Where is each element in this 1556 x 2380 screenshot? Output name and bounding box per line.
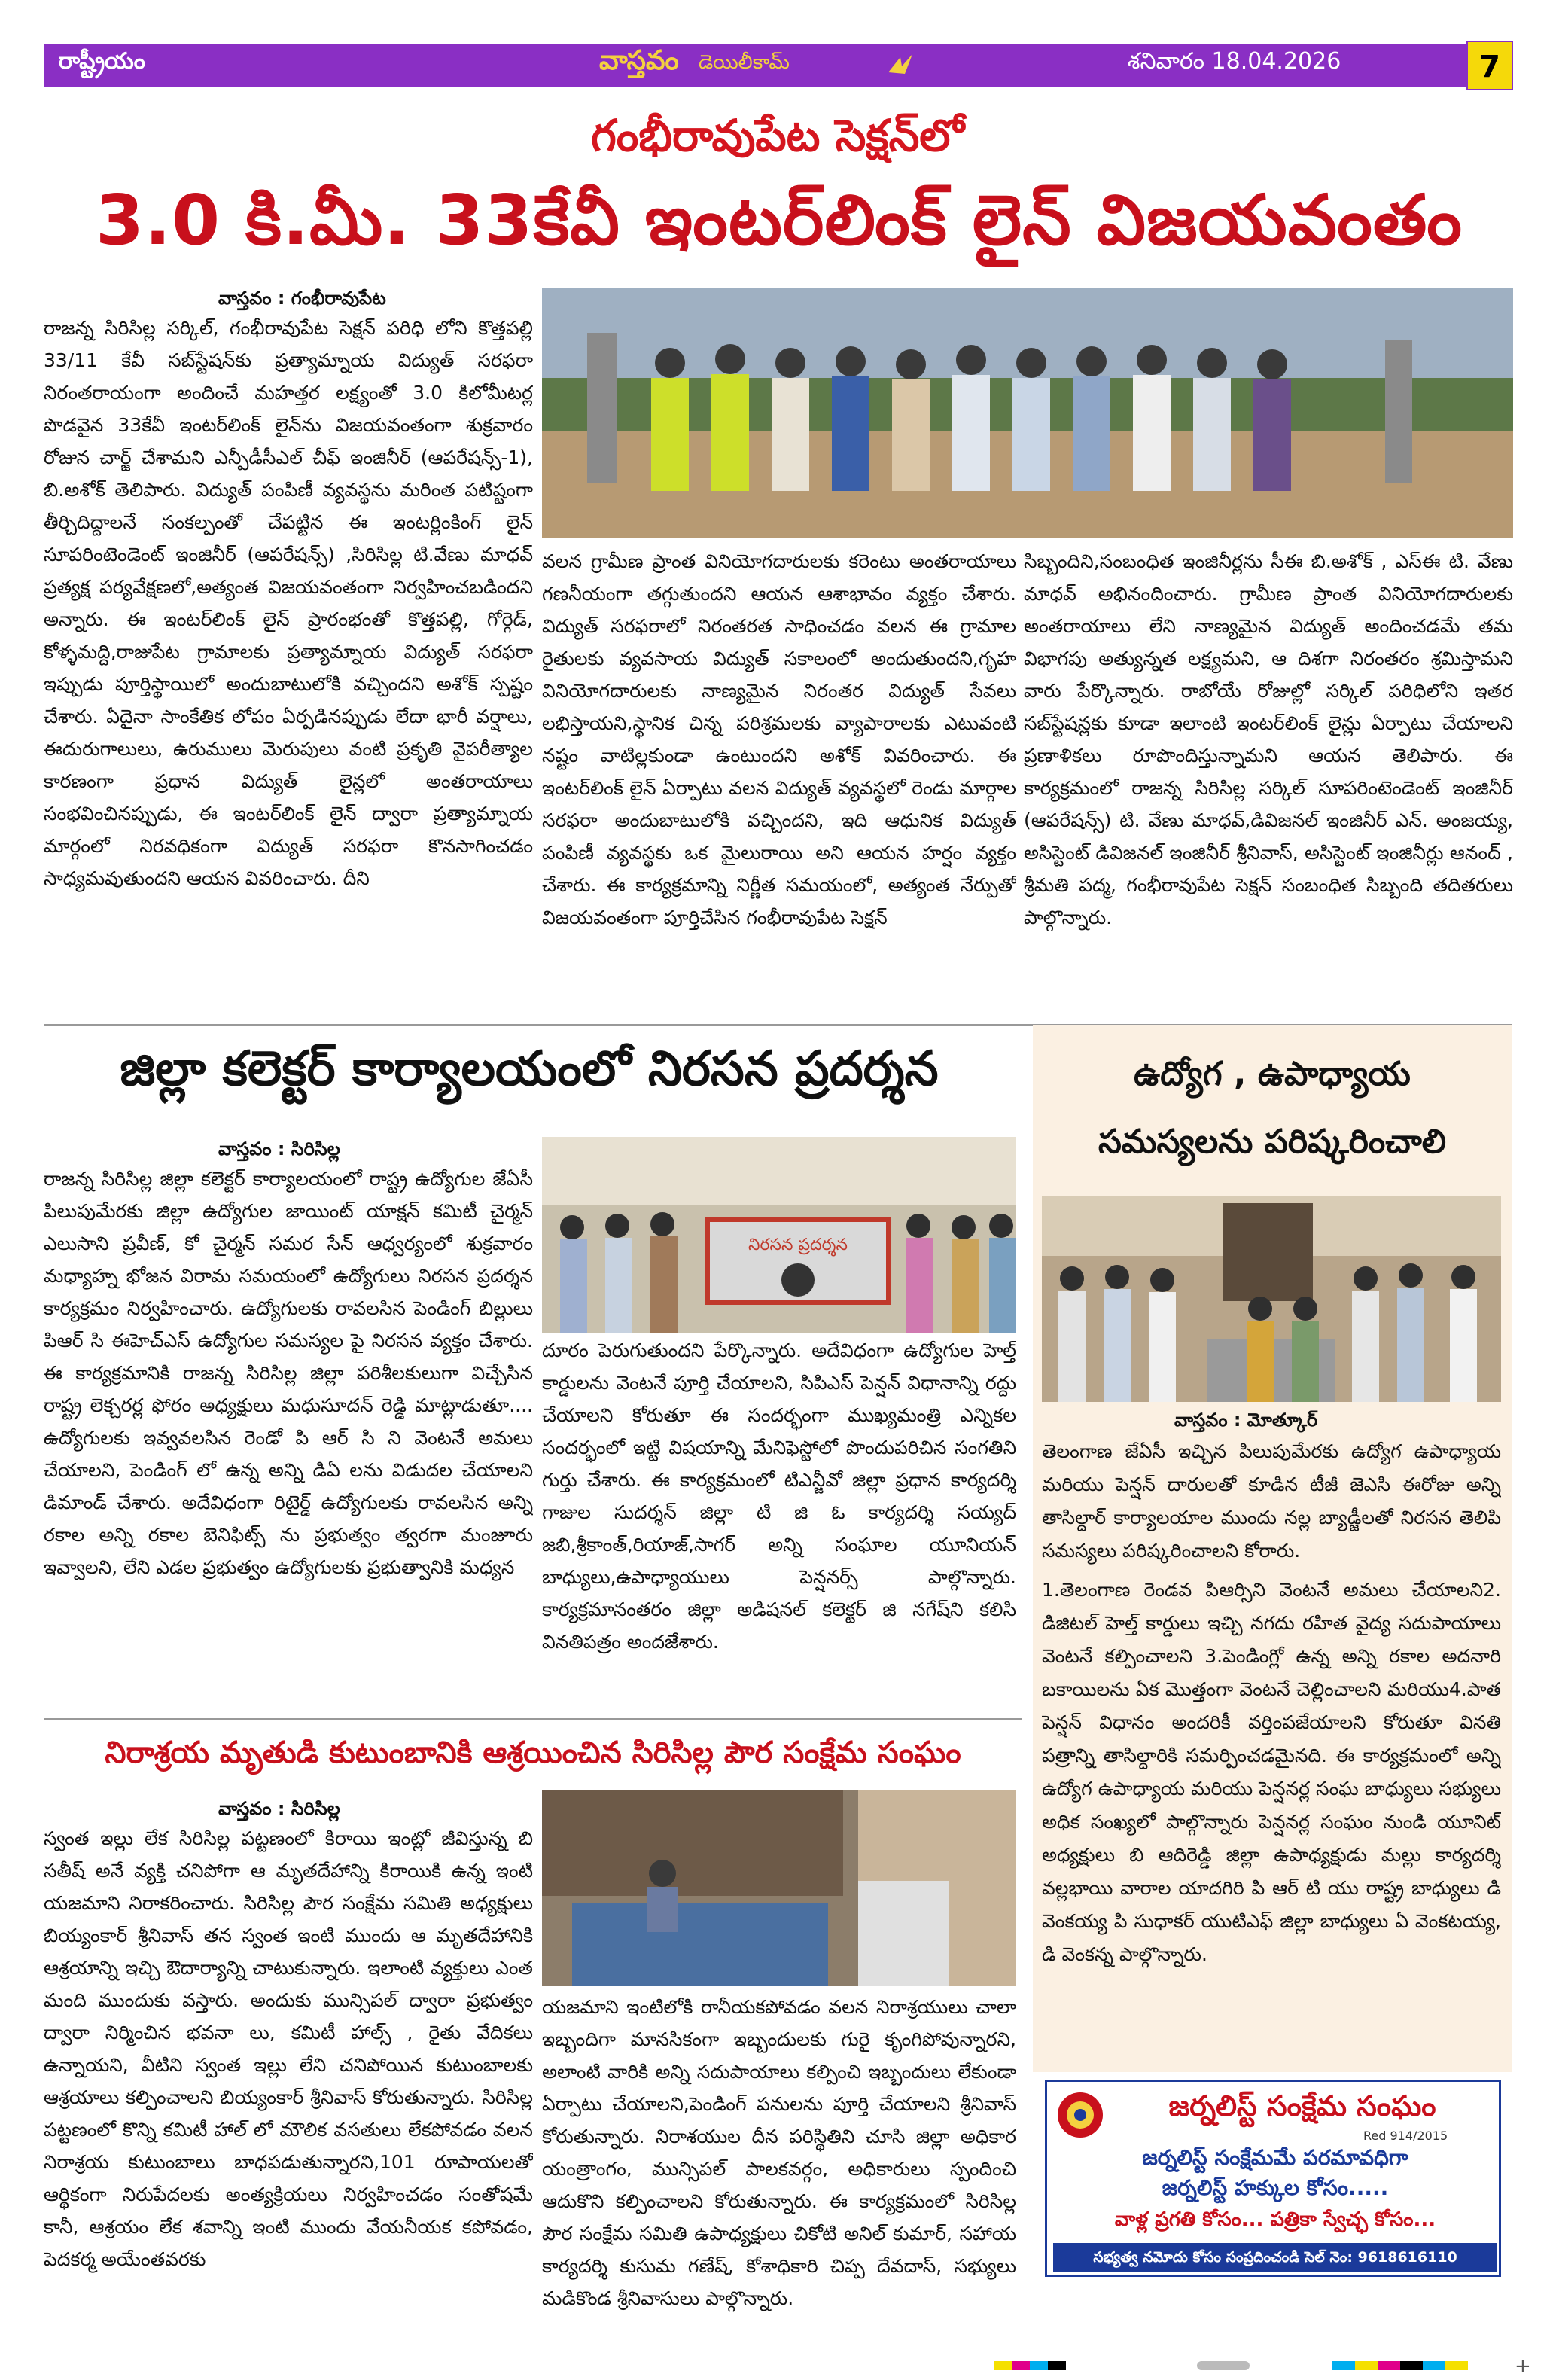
story1-photo (542, 288, 1513, 538)
story1-kicker: గంభీరావుపేట సెక్షన్‌లో (591, 110, 964, 161)
journalist-union-ad (1045, 2080, 1501, 2277)
story1-column-1: రాజన్న సిరిసిల్ల సర్కిల్, గంభీరావుపేట సెక్షన్ పరిధి లోని కొత్తపల్లి 33/11 కేవీ సబ్‌స్టేషన్‌కు ప్రత్యామ్నాయ విద్యుత్ సరఫరా నిరంతరాయంగా అందించే మహత్తర లక్ష్యంతో 3.0 కిలోమీటర్ల పొడవైన 33కేవీ ఇంటర్‌లింక్ లైన్‌ను విజయవంతంగా శుక్రవారం రోజున చార్జ్ చేశామని ఎన్పీడీసీఎల్ చీఫ్ ఇంజినీర్ (ఆపరేషన్స్-1), బి.అశోక్ తెలిపారు. విద్యుత్ పంపిణీ వ్యవస్థను మరింత పటిష్టంగా తీర్చిదిద్దాలనే సంకల్పంతో చేపట్టిన ఈ ఇంటర్లింకింగ్ లైన్ సూపరింటెండెంట్ ఇంజినీర్ (ఆపరేషన్స్) ,సిరిసిల్ల టి.వేణు మాధవ్ ప్రత్యక్ష పర్యవేక్షణలో,అత్యంత విజయవంతంగా నిర్వహించబడిందని అన్నారు. ఈ ఇంటర్‌లింక్ లైన్ ప్రారంభంతో కొత్తపల్లి, గోర్గెడ్, కోళ్ళమద్ది,రాజుపేట గ్రామాలకు ప్రత్యామ్నాయ విద్యుత్ సరఫరా ఇప్పుడు పూర్తిస్థాయిలో అందుబాటులోకి వచ్చిందని అశోక్ స్పష్టం చేశారు. ఏదైనా సాంకేతిక లోపం ఏర్పడినప్పుడు లేదా భారీ వర్షాలు, ఈదురుగాలులు, ఉరుములు మెరుపులు వంటి ప్రకృతి వైపరీత్యాల కారణంగా ప్రధాన విద్యుత్ లైన్లలో అంతరాయాలు సంభవించినప్పుడు, ఈ ఇంటర్‌లింక్ లైన్ ద్వారా ప్రత్యామ్నాయ మార్గంలో నిరవధికంగా విద్యుత్ సరఫరా కొనసాగించడం సాధ్యమవుతుందని ఆయన వివరించారు. దీని (44, 317, 533, 889)
story4-headline: నిరాశ్రయ మృతుడి కుటుంబానికి ఆశ్రయించిన సిరిసిల్ల పౌర సంక్షేమ సంఘం (105, 1735, 961, 1770)
ad-contact: సభ్యత్వ నమోదు కోసం సంప్రదించండి సెల్ నెం: 9618616110 (1053, 2243, 1497, 2272)
story3-dateline: వాస్తవం : మోత్కూర్ (1174, 1409, 1318, 1431)
crosshair-icon: + (1515, 2355, 1531, 2378)
story1-dateline: వాస్తవం : గంభీరావుపేట (218, 288, 386, 309)
ad-line-3: వాళ్ల ప్రగతి కోసం... పత్రికా స్వేచ్ఛ కోసం... (1114, 2208, 1436, 2231)
newspaper-name: వాస్తవం (599, 45, 679, 76)
story3-title-line1: ఉద్యోగ , ఉపాధ్యాయ (1134, 1055, 1411, 1093)
issue-date: శనివారం 18.04.2026 (1128, 48, 1341, 75)
story1-column-3: సిబ్బందిని,సంబంధిత ఇంజినీర్లను సీఈ బి.అశోక్ , ఎస్ఈ టి. వేణు మాధవ్ అభినందించారు. గ్రామీణ ప్రాంత వినియోగదారులకు అంతరాయాలు లేని నాణ్యమైన విద్యుత్ అందించడమే తమ విభాగపు అత్యున్నత లక్ష్యమని, ఆ దిశగా నిరంతరం శ్రమిస్తామని వారు పేర్కొన్నారు. రాబోయే రోజుల్లో సర్కిల్ పరిధిలోని ఇతర సబ్‌స్టేషన్లకు కూడా ఇలాంటి ఇంటర్‌లింక్ లైన్లు ఏర్పాటు చేయాలని ప్రణాళికలు రూపొందిస్తున్నామని ఆయన తెలిపారు. ఈ కార్యక్రమంలో రాజన్న సిరిసిల్ల సర్కిల్ సూపరింటెండెంట్ ఇంజినీర్ (ఆపరేషన్స్) టి. వేణు మాధవ్,డివిజనల్ ఇంజినీర్ ఎన్. అంజయ్య, అసిస్టెంట్ డివిజనల్ ఇంజినీర్ శ్రీనివాస్, అసిస్టెంట్ ఇంజినీర్లు ఆనంద్ , శ్రీమతి పద్మ, గంభీరావుపేట సెక్షన్ సంబంధిత సిబ్బంది తదితరులు పాల్గొన్నారు. (1024, 550, 1513, 928)
story2-column-1: రాజన్న సిరిసిల్ల జిల్లా కలెక్టర్ కార్యాలయంలో రాష్ట్ర ఉద్యోగుల జేఏసీ పిలుపుమేరకు జిల్లా ఉద్యోగుల జాయింట్ యాక్షన్ కమిటీ చైర్మన్ ఎలుసాని ప్రవీణ్, కో చైర్మన్ సమర సేన్ ఆధ్వర్యంలో శుక్రవారం మధ్యాహ్న భోజన విరామ సమయంలో ఉద్యోగులు నిరసన ప్రదర్శన కార్యక్రమం నిర్వహించారు. ఉద్యోగులకు రావలసిన పెండింగ్ బిల్లులు పిఆర్ సి ఈహెచ్ఎస్ ఉద్యోగుల సమస్యల పై నిరసన వ్యక్తం చేశారు. ఈ కార్యక్రమానికి రాజన్న సిరిసిల్ల జిల్లా పరిశీలకులుగా విచ్చేసిన రాష్ట్ర లెక్చరర్ల ఫోరం అధ్యక్షులు మధుసూదన్ రెడ్డి మాట్లాడుతూ.... ఉద్యోగులకు ఇవ్వవలసిన రెండో పి ఆర్ సి ని వెంటనే అమలు చేయాలని, పెండింగ్ లో ఉన్న అన్ని డిఏ లను విడుదల చేయాలని డిమాండ్ చేశారు. అదేవిధంగా రిటైర్డ్ ఉద్యోగులకు రావలసిన అన్ని రకాల అన్ని రకాల బెనిఫిట్స్ ను ప్రభుత్వం త్వరగా మంజూరు ఇవ్వాలని, లేని ఎడల ప్రభుత్వం ఉద్యోగులకు ప్రభుత్వానికి మధ్యన (44, 1168, 533, 1578)
ad-line-2: జర్నలిస్ట్ హక్కుల కోసం..... (1162, 2175, 1389, 2200)
story2-photo (542, 1137, 1016, 1333)
story2-column-2: దూరం పెరుగుతుందని పేర్కొన్నారు. అదేవిధంగా ఉద్యోగుల హెల్త్ కార్డులను వెంటనే పూర్తి చేయాలని, సిపిఎస్ పెన్షన్ విధానాన్ని రద్దు చేయాలని కోరుతూ ఈ సందర్భంగా ముఖ్యమంత్రి ఎన్నికల సందర్భంలో ఇట్టి విషయాన్ని మేనిఫెస్టోలో పొందుపరిచిన సంగతిని గుర్తు చేశారు. ఈ కార్యక్రమంలో టిఎన్జీవో జిల్లా ప్రధాన కార్యదర్శి గాజుల సుదర్శన్ జిల్లా టి జి ఓ కార్యదర్శి సయ్యద్ జబి,శ్రీకాంత్,రియాజ్,సాగర్ అన్ని సంఘాల యూనియన్ బాధ్యులు,ఉపాధ్యాయులు పెన్షనర్స్ పాల్గొన్నారు. కార్యక్రమానంతరం జిల్లా అడిషనల్ కలెక్టర్ జి నగేష్‌ని కలిసి వినతిపత్రం అందజేశారు. (542, 1339, 1016, 1653)
story3-body-points: 1.తెలంగాణ రెండవ పిఆర్సిని వెంటనే అమలు చేయాలని2. డిజిటల్ హెల్త్ కార్డులు ఇచ్చి నగదు రహిత వైద్య సదుపాయాలు వెంటనే కల్పించాలని 3.పెండింగ్లో ఉన్న అన్ని రకాల అదనారి బకాయిలను ఏక మొత్తంగా వెంటనే చెల్లించాలని మరియు4.పాత పెన్షన్ విధానం అందరికీ వర్తింపజేయాలని కోరుతూ వినతి పత్రాన్ని తాసిల్దారికి సమర్పించడమైనది. ఈ కార్యక్రమంలో అన్ని ఉద్యోగ ఉపాధ్యాయ మరియు పెన్షనర్ల సంఘ బాధ్యులు సభ్యులు అధిక సంఖ్యలో పాల్గొన్నారు పెన్షనర్ల సంఘం నుండి యూనిట్ అధ్యక్షులు బి ఆదిరెడ్డి జిల్లా ఉపాధ్యక్షుడు మల్లు కార్యదర్శి వల్లభాయి వారాల యాదగిరి పి ఆర్ టి యు రాష్ట్ర బాధ్యులు డి వెంకయ్య పి సుధాకర్ యుటిఎఫ్ జిల్లా బాధ్యులు ఏ వెంకటయ్య, డి వెంకన్న పాల్గొన్నారు. (1042, 1579, 1501, 1965)
ad-line-1: జర్నలిస్ట్ సంక్షేమమే పరమావధిగా (1142, 2145, 1408, 2170)
story4-photo (542, 1790, 1016, 1986)
story2-dateline: వాస్తవం : సిరిసిల్ల (218, 1138, 340, 1160)
masthead-bar (44, 44, 1512, 87)
story3-title-line2: సమస్యలను పరిష్కరించాలి (1098, 1123, 1446, 1161)
page-number: 7 (1466, 41, 1513, 90)
story4-column-1: స్వంత ఇల్లు లేక సిరిసిల్ల పట్టణంలో కిరాయి ఇంట్లో జీవిస్తున్న బి సతీష్ అనే వ్యక్తి చనిపోగా ఆ మృతదేహాన్ని కిరాయికి ఉన్న ఇంటి యజమాని నిరాకరించారు. సిరిసిల్ల పౌర సంక్షేమ సమితి అధ్యక్షులు బియ్యంకార్ శ్రీనివాస్ తన స్వంత ఇంటి ముందు ఆ మృతదేహానికి ఆశ్రయాన్ని ఇచ్చి ఔదార్యాన్ని చాటుకున్నారు. ఇలాంటి వ్యక్తులు ఎంత మంది ముందుకు వస్తారు. అందుకు మున్సిపల్ ద్వారా ప్రభుత్వం ద్వారా నిర్మించిన భవనా లు, కమిటీ హాల్స్ , రైతు వేదికలు ఉన్నాయని, వీటిని స్వంత ఇల్లు లేని చనిపోయిన కుటుంబాలకు ఆశ్రయాలు కల్పించాలని బియ్యంకార్ శ్రీనివాస్ కోరుతున్నారు. సిరిసిల్ల పట్టణంలో కొన్ని కమిటీ హాల్ లో మౌలిక వసతులు లేకపోవడం వలన నిరాశ్రయ కుటుంబాలు బాధపడుతున్నారని,101 రూపాయలతో ఆర్థికంగా నిరుపేదలకు అంత్యక్రియలు నిర్వహించడం సంతోషమే కానీ, ఆశ్రయం లేక శవాన్ని ఇంటి ముందు వేయనీయక కపోవడం, పెదకర్మ అయేంతవరకు (44, 1827, 533, 2270)
story4-dateline: వాస్తవం : సిరిసిల్ల (218, 1798, 340, 1819)
newspaper-subname: డెయిలీకామ్ (699, 51, 790, 74)
color-registration-bar (994, 2361, 1084, 2370)
divider (44, 1718, 1022, 1720)
story3-photo (1042, 1196, 1501, 1402)
banner-text: నిరసన ప్రదర్శన (748, 1236, 848, 1254)
ad-title: జర్నలిస్ట్ సంక్షేమ సంఘం (1168, 2089, 1436, 2122)
bird-logo-icon (885, 51, 915, 78)
section-name: రాష్ట్రీయం (59, 48, 145, 75)
story4-column-2: యజమాని ఇంటిలోకి రానీయకపోవడం వలన నిరాశ్రయులు చాలా ఇబ్బందిగా మానసికంగా ఇబ్బందులకు గురై కృంగిపోవున్నారని, అలాంటి వారికి అన్ని సదుపాయాలు కల్పించి ఇబ్బందులు లేకుండా ఏర్పాటు చేయాలని,పెండింగ్ పనులను పూర్తి చేయాలని శ్రీనివాస్ కోరుతున్నారు. నిరాశయుల దీన పరిస్థితిని చూసి జిల్లా అధికార యంత్రాంగం, మున్సిపల్ పాలకవర్గం, అధికారులు స్పందించి ఆదుకొని కల్పించాలని కోరుతున్నారు. ఈ కార్యక్రమంలో సిరిసిల్ల పౌర సంక్షేమ సమితి ఉపాధ్యక్షులు చికోటి అనిల్ కుమార్, సహాయ కార్యదర్శి కుసుమ గణేష్, కోశాధికారి చిప్ప దేవదాస్, సభ్యులు మడికొండ శ్రీనివాసులు పాల్గొన్నారు. (542, 1996, 1016, 2309)
story1-column-2: వలన గ్రామీణ ప్రాంత వినియోగదారులకు కరెంటు అంతరాయాలు గణనీయంగా తగ్గుతుందని ఆయన ఆశాభావం వ్యక్తం చేశారు. విద్యుత్ సరఫరాలో నిరంతరత సాధించడం వలన ఈ గ్రామాల రైతులకు వ్యవసాయ విద్యుత్ సకాలంలో అందుతుందని,గృహ వినియోగదారులకు నాణ్యమైన నిరంతర విద్యుత్ సేవలు లభిస్తాయని,స్థానిక చిన్న పరిశ్రమలకు వ్యాపారాలకు ఎటువంటి నష్టం వాటిల్లకుండా ఉంటుందని అశోక్ వివరించారు. ఈ ఇంటర్‌లింక్ లైన్ ఏర్పాటు వలన విద్యుత్ వ్యవస్థలో రెండు మార్గాల సరఫరా అందుబాటులోకి వచ్చిందని, ఇది ఆధునిక విద్యుత్ పంపిణీ వ్యవస్థకు ఒక మైలురాయి అని ఆయన హర్షం వ్యక్తం చేశారు. ఈ కార్యక్రమాన్ని నిర్ణీత సమయంలో, అత్యంత నేర్పుతో విజయవంతంగా పూర్తిచేసిన గంభీరావుపేట సెక్షన్ (542, 550, 1016, 928)
story2-headline: జిల్లా కలెక్టర్ కార్యాలయంలో నిరసన ప్రదర్శన (120, 1041, 939, 1097)
color-registration-bar (1332, 2361, 1468, 2370)
story1-headline: 3.0 కి.మీ. 33కేవీ ఇంటర్‌లింక్ లైన్ విజయవంతం (96, 180, 1463, 261)
registration-mark (1197, 2361, 1250, 2370)
ad-registration: Red 914/2015 (1363, 2129, 1448, 2143)
union-emblem-icon (1056, 2091, 1104, 2139)
story3-body: తెలంగాణ జేఏసీ ఇచ్చిన పిలుపుమేరకు ఉద్యోగ ఉపాధ్యాయ మరియు పెన్షన్ దారులతో కూడిన టీజీ జెఎసి ఈరోజు అన్ని తాసిల్దార్ కార్యాలయాల ముందు నల్ల బ్యాడ్జీలతో నిరసన తెలిపి సమస్యలు పరిష్కరించాలని కోరారు. (1042, 1440, 1501, 1562)
